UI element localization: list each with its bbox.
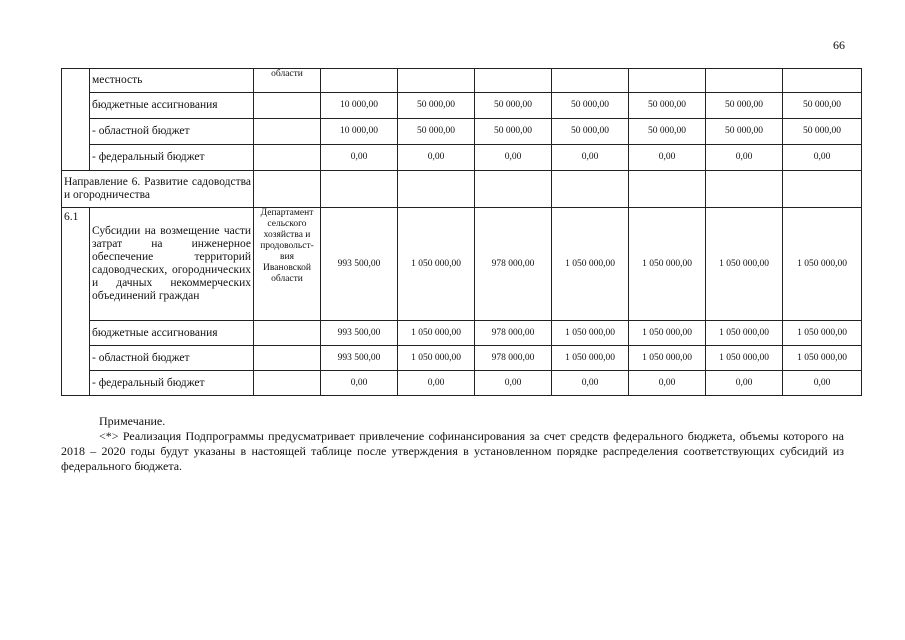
table-cell-code: 6.1 [62,208,90,396]
table-cell-value: 0,00 [783,371,862,396]
table-cell-executor [254,93,321,119]
table-cell-value: 1 050 000,00 [783,208,862,321]
table-cell-value: 0,00 [783,145,862,171]
table-cell-code [62,69,90,171]
table-row-6-1 [62,208,862,321]
table-cell-value: 1 050 000,00 [629,208,706,321]
table-cell-value: 50 000,00 [706,93,783,119]
table-cell-value: 50 000,00 [552,93,629,119]
table-cell-value [321,171,398,208]
table-cell-value [552,69,629,93]
table-cell-value: 50 000,00 [475,93,552,119]
table-cell-value: 50 000,00 [783,119,862,145]
table-cell-label: - федеральный бюджет [90,145,254,171]
table-cell-executor [254,171,321,208]
table-cell-value: 978 000,00 [475,321,552,346]
table-cell-value: 1 050 000,00 [706,208,783,321]
table-cell-value: 1 050 000,00 [552,346,629,371]
table-cell-value: 0,00 [552,145,629,171]
table-row [62,93,862,119]
table-cell-value: 0,00 [552,371,629,396]
table-row [62,119,862,145]
table-cell-label: бюджетные ассигнования [90,93,254,119]
table-cell-value [706,69,783,93]
table-cell-value [783,171,862,208]
table-cell-value: 0,00 [475,371,552,396]
table-cell-value: 50 000,00 [706,119,783,145]
table-cell-value: 0,00 [629,371,706,396]
table-cell-value: 1 050 000,00 [629,346,706,371]
table-cell-label: местность [90,69,254,93]
table-cell-value [398,69,475,93]
table-cell-value: 993 500,00 [321,346,398,371]
table-cell-executor: Департамент сельского хозяйства и продовольст-вия Ивановской области [254,208,321,321]
table-cell-value: 0,00 [321,145,398,171]
table-cell-value: 978 000,00 [475,208,552,321]
table-cell-executor [254,321,321,346]
table-cell-value [475,171,552,208]
table-cell-value: 0,00 [398,371,475,396]
table-cell-value [629,69,706,93]
table-cell-value: 1 050 000,00 [706,321,783,346]
table-cell-label: Субсидии на возмещение части затрат на инженерное обеспечение территорий садоводческих, огороднических и дачных некоммерческих объединений граждан [90,208,254,321]
budget-table [61,68,862,396]
table-cell-value [398,171,475,208]
table-cell-value: 1 050 000,00 [552,321,629,346]
table-cell-value: 993 500,00 [321,208,398,321]
table-cell-label: - областной бюджет [90,119,254,145]
table-cell-value: 1 050 000,00 [629,321,706,346]
table-cell-value: 0,00 [706,371,783,396]
table-cell-value: 10 000,00 [321,93,398,119]
footnote [61,414,844,474]
table-cell-executor [254,119,321,145]
table-cell-value: 1 050 000,00 [552,208,629,321]
table-row [62,346,862,371]
table-row [62,321,862,346]
footnote-title: Примечание. [99,414,166,428]
table-cell-value: 50 000,00 [629,93,706,119]
table-cell-label: бюджетные ассигнования [90,321,254,346]
table-cell-value: 50 000,00 [629,119,706,145]
table-cell-value: 0,00 [629,145,706,171]
table-cell-executor [254,371,321,396]
direction-row [62,171,862,208]
table-cell-label: - областной бюджет [90,346,254,371]
direction-label: Направление 6. Развитие садоводства и огородничества [62,171,254,208]
table-cell-value: 50 000,00 [552,119,629,145]
table-cell-value: 1 050 000,00 [398,346,475,371]
table-cell-value [475,69,552,93]
table-cell-value [783,69,862,93]
table-cell-value: 50 000,00 [398,119,475,145]
table-cell-value: 1 050 000,00 [783,346,862,371]
table-cell-value: 10 000,00 [321,119,398,145]
table-cell-value: 978 000,00 [475,346,552,371]
table-cell-value: 1 050 000,00 [706,346,783,371]
table-row [62,371,862,396]
table-cell-value [552,171,629,208]
table-cell-value: 50 000,00 [398,93,475,119]
table-cell-executor [254,145,321,171]
table-cell-value: 50 000,00 [475,119,552,145]
table-cell-value: 0,00 [321,371,398,396]
table-row [62,145,862,171]
table-row [62,69,862,93]
table-cell-executor: области [254,69,321,93]
table-body [62,69,862,396]
table-cell-value [629,171,706,208]
table-cell-value [321,69,398,93]
table-cell-value: 993 500,00 [321,321,398,346]
table-cell-value: 0,00 [475,145,552,171]
table-cell-value: 1 050 000,00 [398,208,475,321]
table-cell-value: 1 050 000,00 [398,321,475,346]
page-number: 66 [833,38,845,52]
footnote-text: <*> Реализация Подпрограммы предусматривает привлечение софинансирования за счет средств федерального бюджета, объемы которого на 2018 – 2020 годы будут указаны в настоящей таблице после утверждения в установленном порядке распределения соответствующих субсидий из федерального бюджета. [61,429,844,473]
table-cell-label: - федеральный бюджет [90,371,254,396]
table-cell-value: 0,00 [706,145,783,171]
table-cell-value: 50 000,00 [783,93,862,119]
table-cell-value: 0,00 [398,145,475,171]
table-cell-value [706,171,783,208]
table-cell-executor [254,346,321,371]
table-cell-value: 1 050 000,00 [783,321,862,346]
